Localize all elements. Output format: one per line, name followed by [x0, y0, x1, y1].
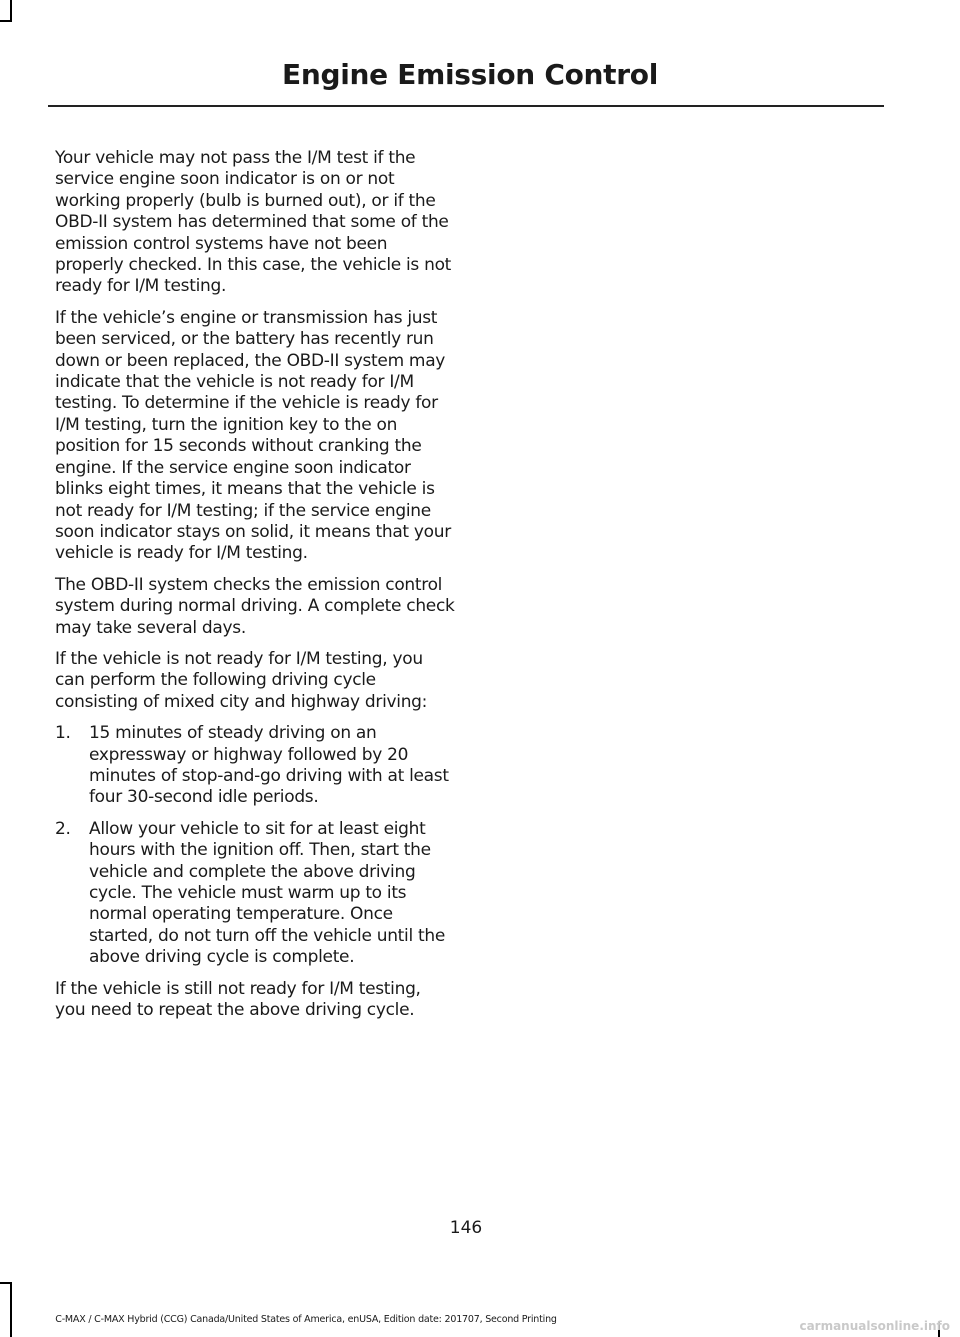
step-text: Allow your vehicle to sit for at least eight hours with the ignition off. Then, start the vehicle and complete the above driving cycle. The vehicle must warm up to its normal operating temperature. Once started, do not turn off the vehicle until the above driving cycle is complete. [89, 818, 445, 968]
paragraph-im-test: Your vehicle may not pass the I/M test if the service engine soon indicator is on or not working properly (bulb is burned out), or if the OBD-II system has determined that some of the emission control systems have not been properly checked. In this case, the vehicle is not ready for I/M testing. [55, 148, 452, 297]
list-item [55, 819, 455, 969]
watermark: carmanualsonline.info [799, 1319, 950, 1333]
list-item [55, 723, 455, 809]
crop-mark-bottom-left-vertical [10, 1282, 12, 1337]
paragraph-serviced: If the vehicle’s engine or transmission has just been serviced, or the battery has recently run down or been replaced, the OBD-II system may indicate that the vehicle is not ready for I/M testing. To determine if the vehicle is ready for I/M testing, turn the ignition key to the on position for 15 seconds without cranking the engine. If the service engine soon indicator blinks eight times, it means that the vehicle is not ready for I/M testing; if the service engine soon indicator stays on solid, it means that your vehicle is ready for I/M testing. [55, 307, 451, 564]
crop-mark-bottom-left-horizontal [0, 1282, 12, 1284]
page-title: Engine Emission Control [282, 58, 658, 91]
paragraph-driving-cycle-intro: If the vehicle is not ready for I/M testing, you can perform the following driving cycle consisting of mixed city and highway driving: [55, 648, 428, 712]
step-number: 2. [55, 818, 71, 839]
driving-cycle-steps [55, 723, 455, 968]
page-number: 146 [449, 1218, 483, 1238]
paragraph-obd-check: The OBD-II system checks the emission control system during normal driving. A complete check may take several days. [55, 574, 455, 638]
crop-mark-top-left-horizontal [0, 20, 12, 22]
footer-edition-info: C-MAX / C-MAX Hybrid (CCG) Canada/United States of America, enUSA, Edition date: 201707, Second Printing [55, 1314, 557, 1325]
header-divider [48, 105, 884, 107]
step-text: 15 minutes of steady driving on an expressway or highway followed by 20 minutes of stop-and-go driving with at least four 30-second idle periods. [89, 723, 449, 808]
step-number: 1. [55, 723, 71, 744]
crop-mark-top-left-vertical [10, 0, 12, 22]
paragraph-closing: If the vehicle is still not ready for I/M testing, you need to repeat the above driving cycle. [55, 978, 421, 1021]
main-content [55, 148, 455, 1031]
